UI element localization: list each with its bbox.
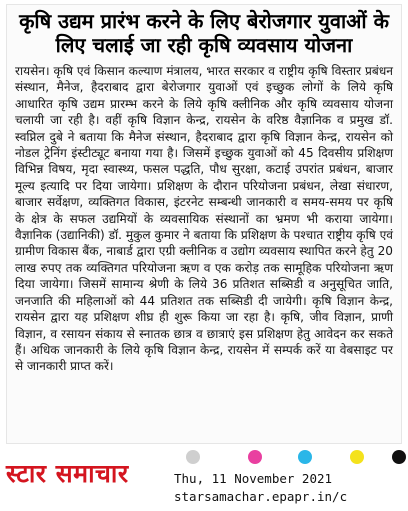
epaper-url[interactable]: starsamachar.epapr.in/c: [174, 489, 348, 504]
article-body: [15, 63, 393, 375]
headline: कृषि उद्यम प्रारंभ करने के लिए बेरोजगार युवाओं के लिए चलाई जा रही कृषि व्यवसाय योजना: [19, 9, 389, 57]
epaper-footer: [0, 446, 408, 511]
article-paragraph: रायसेन। कृषि एवं किसान कल्याण मंत्रालय, भारत सरकार व राष्ट्रीय कृषि विस्तार प्रबंधन संस्थान, मैनेज, हैदराबाद द्वारा बेरोजगार युवाओं एवं इच्छुक लोगों के लिये कृषि आधारित कृषि उद्यम प्रारम्भ करने के लिये कृषि क्लीनिक और कृषि व्यवसाय योजना चलायी जा रही है। वहीं कृषि विज्ञान केन्द्र, रायसेन के वरिष्ठ वैज्ञानिक व प्रमुख डॉ. स्वप्निल दुबे ने बताया कि मैनेज संस्थान, हैदराबाद द्वारा कृषि विज्ञान केन्द्र, रायसेन को नोडल ट्रेनिंग इंस्टीट्यूट बनाया गया है। जिसमें इच्छुक युवाओं को 45 दिवसीय प्रशिक्षण विभिन्न विषय, मृदा स्वास्थ्य, फसल पद्धति, पौध सुरक्षा, कटाई उपरांत प्रबंधन, बाजार मूल्य इत्यादि पर दिया जायेगा। प्रशिक्षण के दौरान परियोजना प्रबंधन, लेखा संधारण, बाजार सर्वेक्षण, व्यक्तिगत विकास, इंटरनेट सम्बन्धी जानकारी व समय-समय पर कृषि के क्षेत्र के सफल उद्यमियों के व्यवसायिक संस्थानों का भ्रमण भी कराया जायेगा। वैज्ञानिक (उद्यानिकी) डॉ. मुकुल कुमार ने बताया कि प्रशिक्षण के पश्चात राष्ट्रीय कृषि एवं ग्रामीण विकास बैंक, नाबार्ड द्वारा एग्री क्लीनिक व उद्योग व्यवसाय स्थापित करने हेतु 20 लाख रुपए तक व्यक्तिगत परियोजना ऋण व एक करोड़ तक सामूहिक परियोजना ऋण दिया जायेगा। जिसमें सामान्य श्रेणी के लिये 36 प्रतिशत सब्सिडी व अनुसूचित जाति, जनजाति की महिलाओं को 44 प्रतिशत तक सब्सिडी दी जायेगी। कृषि विज्ञान केन्द्र, रायसेन द्वारा यह प्रशिक्षण शीघ्र ही शुरू किया जा रहा है। कृषि, जीव विज्ञान, प्राणी विज्ञान, व रसायन संकाय से स्नातक छात्र व छात्राएं इस प्रशिक्षण हेतु आवेदन कर सकते हैं। अधिक जानकारी के लिये कृषि विज्ञान केन्द्र, रायसेन में सम्पर्क करें या वेबसाइट पर से जानकारी प्राप्त करें।: [15, 64, 393, 374]
publish-date: Thu, 11 November 2021: [174, 471, 333, 486]
newspaper-logo: स्टार समाचार: [6, 459, 129, 488]
swatch-cyan: [298, 450, 312, 464]
swatch-magenta: [248, 450, 262, 464]
news-clipping: [6, 4, 402, 444]
swatch-yellow: [350, 450, 364, 464]
swatch-black: [392, 450, 406, 464]
swatch-gray: [186, 450, 200, 464]
